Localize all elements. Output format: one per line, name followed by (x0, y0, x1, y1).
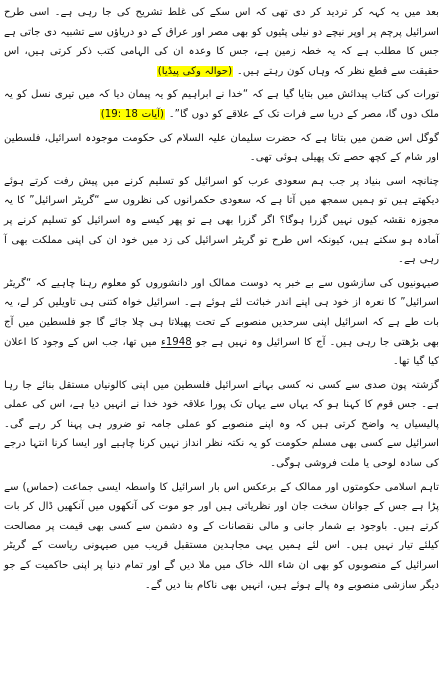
paragraph-2 (4, 85, 439, 124)
paragraph-6 (4, 376, 439, 474)
paragraph-5-text-start: صیہونیوں کی سازشوں سے بے خبر یہ دوست ممالک اور دانشوروں کو معلوم رہنا چاہیے کہ “گریٹر اسرائیل” کا نعرہ از خود ہی اپنے اندر خباثت لئے ہوئے ہے۔ اسرائیل خواہ کتنی ہی تاویلیں کر لے، یہ بات طے ہے کہ اسرائیل اپنی سرحدیں منصوبے کے تحت پھیلاتا ہی چلا جائے گا جو فلسطین میں آج بھی بڑھتی جا رہی ہیں۔ آج کا اسرائیل وہ نہیں ہے جو (4, 277, 439, 348)
verse-reference: (آیات 18 :19) (100, 108, 164, 120)
paragraph-3-text: گوگل اس ضمن میں بتاتا ہے کہ حضرت سلیمان علیہ السلام کی حکومت موجودہ اسرائیل، فلسطین اور شام کے کچھ حصے تک پھیلی ہوئی تھی۔ (4, 132, 439, 164)
paragraph-2-text: تورات کی کتاب پیدائش میں بتایا گیا ہے کہ “خدا نے ابراہیم کو یہ پیمان دیا کہ میں تیری نسل کو یہ ملک دوں گا، مصر کے دریا سے فرات تک کے علاقے کو دوں گا”۔ (4, 89, 439, 120)
paragraph-4 (4, 172, 439, 270)
paragraph-3 (4, 129, 439, 168)
paragraph-5-text-end: میں تھا، جب اس کے وجود کا اعلان کیا گیا تھا۔ (4, 336, 439, 368)
paragraph-1-text: بعد میں یہ کہہ کر تردید کر دی تھی کہ اس سکے کی غلط تشریح کی جا رہی ہے۔ اسی طرح اسرائیل پرچم پر اوپر نیچے دو نیلی پٹیوں کو بھی مصر اور عراق کے دو دریاؤں سے تشبیہ دی جاتی ہے جس کا مطلب ہے کہ یہ خطہ زمین ہے، جس کا وعدہ ان کی الہامی کتب ذکر کرتی ہیں، اس حقیقت سے قطع نظر کہ وہاں کون رہتے ہیں۔ (4, 7, 439, 77)
year-1948: 1948ء (161, 336, 192, 348)
paragraph-7-text: تاہم اسلامی حکومتوں اور ممالک کے برعکس اس بار اسرائیل کا واسطہ ایسی جماعت (حماس) سے پڑا ہے جس کے جوانان سخت جان اور نظریاتی ہیں اور جو موت کی آنکھوں میں آنکھیں ڈال کر بات کرتے ہیں۔ باوجود بے شمار جانی و مالی نقصانات کے وہ دشمن سے کسی بھی قیمت پر مصالحت کیلئے تیار نہیں ہیں۔ اس لئے ہمیں یہی مجاہدین مستقبل قریب میں صیہونی ریاست کے گریٹر اسرائیل کے منصوبوں کو بھی ان شاء اللہ خاک میں ملا دیں گے اور تمام دنیا پر اپنی حاکمیت کے جو دیگر سازشی منصوبے وہ پالے ہوئے ہیں، انہیں بھی ناکام بنا دیں گے۔ (4, 481, 439, 591)
paragraph-1 (4, 3, 439, 81)
paragraph-6-text: گزشتہ پون صدی سے کسی نہ کسی بہانے اسرائیل فلسطین میں اپنی کالونیاں مستقل بنائے جا رہا ہے۔ جس قوم کا کہنا ہو کہ یہاں سے یہاں تک پورا علاقہ خود خدا نے انہیں دیا ہے، اس کی عملی پالیسیاں یہ واضح کرتی ہیں کہ وہ اپنے منصوبے کو عملی جامہ تو ضرور ہی پہنا کر رہے گی۔ اسرائیل سے کسی بھی مسلم حکومت کو یہ نکتہ نظر انداز نہیں کرنا چاہیے اور ایسا کرنا انتہا درجے کی سادہ لوحی یا ملت فروشی ہوگی۔ (4, 379, 439, 470)
paragraph-4-text: چنانچہ اسی بنیاد پر جب ہم سعودی عرب کو اسرائیل کو تسلیم کرنے میں پیش رفت کرتے ہوئے دیکھتے ہیں تو ہمیں سمجھ میں آتا ہے کہ سعودی حکمرانوں کی نظروں سے “گریٹر اسرائیل” کا یہ مجوزہ نقشہ کیوں نہیں گزرا ہوگا؟ اگر گزرا بھی ہے تو پھر کیسے وہ اسرائیل کو تسلیم کرنے پر آمادہ ہو سکتے ہیں، کیونکہ اس طرح تو گریٹر اسرائیل کی زد میں خود ان کی اپنی مملکت بھی آ رہی ہے۔ (4, 175, 439, 266)
paragraph-5 (4, 274, 439, 372)
paragraph-7 (4, 478, 439, 596)
wikipedia-reference: (حوالہ وکی پیڈیا) (157, 65, 233, 77)
